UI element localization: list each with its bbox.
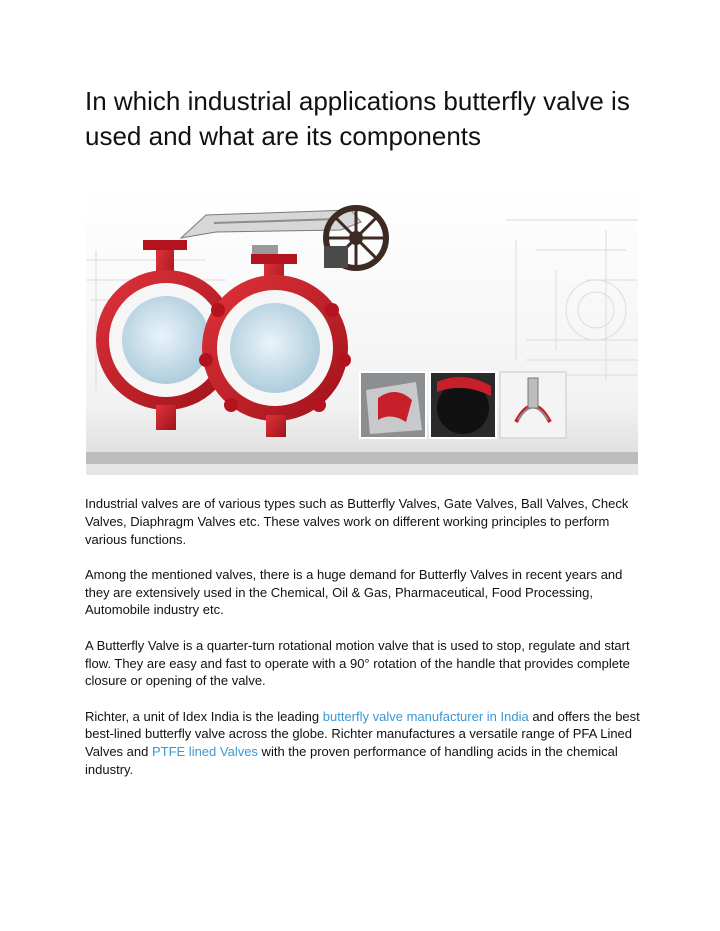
article-body (85, 495, 645, 796)
paragraph-valve-types: Industrial valves are of various types such as Butterfly Valves, Gate Valves, Ball Valves, Check Valves, Diaphragm Valves etc. These valves work on different working principles to perform various functions. (85, 496, 629, 547)
link-butterfly-valve-manufacturer[interactable]: butterfly valve manufacturer in India (322, 708, 529, 724)
paragraph-demand: Among the mentioned valves, there is a huge demand for Butterfly Valves in recent years and they are extensively used in the Chemical, Oil & Gas, Pharmaceutical, Food Processing, Automobile industry etc. (85, 566, 623, 618)
paragraph-definition: A Butterfly Valve is a quarter-turn rotational motion valve that is used to stop, regulate and start flow. They are easy and fast to operate with a 90° rotation of the handle that provides complete closure or opening of the valve. (85, 637, 630, 689)
paragraph-richter-text-2: and offers the best best-lined butterfly valve across the globe. Richter manufactures a versatile range of PFA Lined Valves and (85, 708, 640, 760)
link-ptfe-lined-valves[interactable]: PTFE lined Valves (151, 744, 258, 760)
page-title: In which industrial applications butterfly valve is used and what are its components (85, 86, 630, 151)
paragraph-richter (85, 708, 645, 779)
paragraph-richter-text-1: Richter, a unit of Idex India is the leading (85, 708, 323, 724)
paragraph-richter-text-3: with the proven performance of handling acids in the chemical industry. (85, 744, 618, 778)
butterfly-valve-image (86, 190, 638, 475)
